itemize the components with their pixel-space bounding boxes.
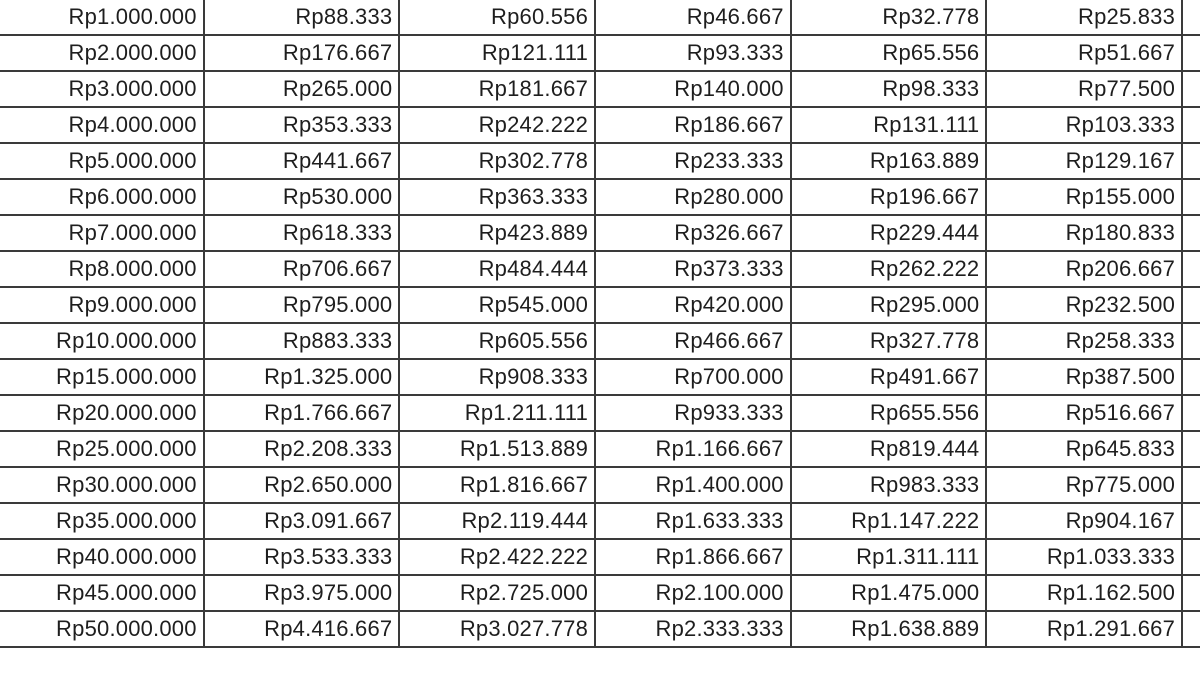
installment-cell[interactable]: Rp155.000: [986, 179, 1182, 215]
installment-cell[interactable]: Rp530.000: [204, 179, 400, 215]
loan-amount-cell[interactable]: Rp4.000.000: [0, 107, 204, 143]
partial-cell[interactable]: [1182, 287, 1200, 323]
installment-cell[interactable]: Rp373.333: [595, 251, 791, 287]
installment-cell[interactable]: Rp196.667: [791, 179, 987, 215]
installment-cell[interactable]: Rp25.833: [986, 0, 1182, 35]
loan-amount-cell[interactable]: Rp10.000.000: [0, 323, 204, 359]
installment-cell[interactable]: Rp618.333: [204, 215, 400, 251]
installment-cell[interactable]: Rp1.291.667: [986, 611, 1182, 647]
table-row: [0, 539, 1200, 575]
installment-cell[interactable]: Rp1.513.889: [399, 431, 595, 467]
partial-cell[interactable]: [1182, 467, 1200, 503]
table-row: [0, 0, 1200, 35]
installment-cell[interactable]: Rp232.500: [986, 287, 1182, 323]
installment-cell[interactable]: Rp363.333: [399, 179, 595, 215]
installment-cell[interactable]: Rp819.444: [791, 431, 987, 467]
installment-cell[interactable]: Rp516.667: [986, 395, 1182, 431]
partial-cell[interactable]: [1182, 359, 1200, 395]
partial-cell[interactable]: [1182, 503, 1200, 539]
installment-cell[interactable]: Rp140.000: [595, 71, 791, 107]
installment-cell[interactable]: Rp1.638.889: [791, 611, 987, 647]
installment-cell[interactable]: Rp46.667: [595, 0, 791, 35]
loan-amount-cell[interactable]: Rp15.000.000: [0, 359, 204, 395]
table-row: [0, 179, 1200, 215]
partial-cell[interactable]: [1182, 0, 1200, 35]
loan-amount-cell[interactable]: Rp1.000.000: [0, 0, 204, 35]
installment-cell[interactable]: Rp2.333.333: [595, 611, 791, 647]
installment-cell[interactable]: Rp645.833: [986, 431, 1182, 467]
loan-amount-cell[interactable]: Rp7.000.000: [0, 215, 204, 251]
installment-cell[interactable]: Rp2.650.000: [204, 467, 400, 503]
table-row: [0, 323, 1200, 359]
installment-cell[interactable]: Rp1.311.111: [791, 539, 987, 575]
installment-cell[interactable]: Rp176.667: [204, 35, 400, 71]
installment-cell[interactable]: Rp1.325.000: [204, 359, 400, 395]
installment-cell[interactable]: Rp2.208.333: [204, 431, 400, 467]
loan-amount-cell[interactable]: Rp2.000.000: [0, 35, 204, 71]
installment-cell[interactable]: Rp353.333: [204, 107, 400, 143]
installment-cell[interactable]: Rp2.100.000: [595, 575, 791, 611]
partial-cell[interactable]: [1182, 251, 1200, 287]
installment-cell[interactable]: Rp1.633.333: [595, 503, 791, 539]
partial-cell[interactable]: [1182, 179, 1200, 215]
table-row: [0, 143, 1200, 179]
installment-cell[interactable]: Rp883.333: [204, 323, 400, 359]
partial-cell[interactable]: [1182, 107, 1200, 143]
installment-cell[interactable]: Rp491.667: [791, 359, 987, 395]
installment-cell[interactable]: Rp206.667: [986, 251, 1182, 287]
installment-cell[interactable]: Rp1.816.667: [399, 467, 595, 503]
installment-cell[interactable]: Rp2.422.222: [399, 539, 595, 575]
loan-amount-cell[interactable]: Rp50.000.000: [0, 611, 204, 647]
installment-cell[interactable]: Rp1.166.667: [595, 431, 791, 467]
installment-cell[interactable]: Rp326.667: [595, 215, 791, 251]
partial-cell[interactable]: [1182, 215, 1200, 251]
installment-cell[interactable]: Rp3.091.667: [204, 503, 400, 539]
installment-cell[interactable]: Rp605.556: [399, 323, 595, 359]
installment-cell[interactable]: Rp3.533.333: [204, 539, 400, 575]
partial-cell[interactable]: [1182, 431, 1200, 467]
installment-cell[interactable]: Rp265.000: [204, 71, 400, 107]
loan-amount-cell[interactable]: Rp5.000.000: [0, 143, 204, 179]
installment-cell[interactable]: Rp775.000: [986, 467, 1182, 503]
installment-cell[interactable]: Rp387.500: [986, 359, 1182, 395]
installment-cell[interactable]: Rp1.475.000: [791, 575, 987, 611]
installment-cell[interactable]: Rp93.333: [595, 35, 791, 71]
installment-cell[interactable]: Rp466.667: [595, 323, 791, 359]
installment-cell[interactable]: Rp129.167: [986, 143, 1182, 179]
loan-amount-cell[interactable]: Rp25.000.000: [0, 431, 204, 467]
installment-cell[interactable]: Rp1.211.111: [399, 395, 595, 431]
installment-cell[interactable]: Rp420.000: [595, 287, 791, 323]
installment-cell[interactable]: Rp51.667: [986, 35, 1182, 71]
partial-cell[interactable]: [1182, 35, 1200, 71]
installment-cell[interactable]: Rp908.333: [399, 359, 595, 395]
installment-cell[interactable]: Rp32.778: [791, 0, 987, 35]
loan-amount-cell[interactable]: Rp6.000.000: [0, 179, 204, 215]
installment-cell[interactable]: Rp163.889: [791, 143, 987, 179]
installment-cell[interactable]: Rp655.556: [791, 395, 987, 431]
installment-cell[interactable]: Rp1.147.222: [791, 503, 987, 539]
installment-cell[interactable]: Rp2.119.444: [399, 503, 595, 539]
installment-cell[interactable]: Rp258.333: [986, 323, 1182, 359]
table-row: [0, 35, 1200, 71]
partial-cell[interactable]: [1182, 323, 1200, 359]
installment-cell[interactable]: Rp3.975.000: [204, 575, 400, 611]
installment-cell[interactable]: Rp180.833: [986, 215, 1182, 251]
installment-cell[interactable]: Rp295.000: [791, 287, 987, 323]
loan-amount-cell[interactable]: Rp35.000.000: [0, 503, 204, 539]
installment-cell[interactable]: Rp441.667: [204, 143, 400, 179]
installment-cell[interactable]: Rp60.556: [399, 0, 595, 35]
installment-cell[interactable]: Rp700.000: [595, 359, 791, 395]
partial-cell[interactable]: [1182, 395, 1200, 431]
table-row: [0, 431, 1200, 467]
loan-amount-cell[interactable]: Rp20.000.000: [0, 395, 204, 431]
table-row: [0, 575, 1200, 611]
partial-cell[interactable]: [1182, 143, 1200, 179]
partial-cell[interactable]: [1182, 539, 1200, 575]
installment-cell[interactable]: Rp103.333: [986, 107, 1182, 143]
table-row: [0, 503, 1200, 539]
table-row: [0, 611, 1200, 647]
installment-cell[interactable]: Rp181.667: [399, 71, 595, 107]
installment-cell[interactable]: Rp423.889: [399, 215, 595, 251]
installment-cell[interactable]: Rp933.333: [595, 395, 791, 431]
partial-cell[interactable]: [1182, 71, 1200, 107]
installment-cell[interactable]: Rp327.778: [791, 323, 987, 359]
installment-cell[interactable]: Rp2.725.000: [399, 575, 595, 611]
loan-amount-cell[interactable]: Rp40.000.000: [0, 539, 204, 575]
installment-cell[interactable]: Rp1.400.000: [595, 467, 791, 503]
table-row: [0, 107, 1200, 143]
partial-cell[interactable]: [1182, 575, 1200, 611]
loan-amount-cell[interactable]: Rp45.000.000: [0, 575, 204, 611]
installment-cell[interactable]: Rp77.500: [986, 71, 1182, 107]
installment-cell[interactable]: Rp1.033.333: [986, 539, 1182, 575]
installment-cell[interactable]: Rp1.766.667: [204, 395, 400, 431]
installment-cell[interactable]: Rp186.667: [595, 107, 791, 143]
table-row: [0, 251, 1200, 287]
table-row: [0, 395, 1200, 431]
installment-cell[interactable]: Rp1.866.667: [595, 539, 791, 575]
loan-amount-cell[interactable]: Rp30.000.000: [0, 467, 204, 503]
loan-amount-cell[interactable]: Rp3.000.000: [0, 71, 204, 107]
table-row: [0, 215, 1200, 251]
loan-amount-cell[interactable]: Rp8.000.000: [0, 251, 204, 287]
installment-cell[interactable]: Rp242.222: [399, 107, 595, 143]
installment-cell[interactable]: Rp4.416.667: [204, 611, 400, 647]
installment-cell[interactable]: Rp98.333: [791, 71, 987, 107]
partial-cell[interactable]: [1182, 611, 1200, 647]
installment-cell[interactable]: Rp233.333: [595, 143, 791, 179]
installment-cell[interactable]: Rp262.222: [791, 251, 987, 287]
installment-cell[interactable]: Rp280.000: [595, 179, 791, 215]
installment-cell[interactable]: Rp229.444: [791, 215, 987, 251]
installment-cell[interactable]: Rp904.167: [986, 503, 1182, 539]
table-row: [0, 467, 1200, 503]
installment-cell[interactable]: Rp484.444: [399, 251, 595, 287]
loan-amount-cell[interactable]: Rp9.000.000: [0, 287, 204, 323]
installment-cell[interactable]: Rp88.333: [204, 0, 400, 35]
installment-cell[interactable]: Rp1.162.500: [986, 575, 1182, 611]
table-row: [0, 287, 1200, 323]
installment-cell[interactable]: Rp65.556: [791, 35, 987, 71]
table-row: [0, 71, 1200, 107]
installment-cell[interactable]: Rp983.333: [791, 467, 987, 503]
installment-cell[interactable]: Rp302.778: [399, 143, 595, 179]
installment-cell[interactable]: Rp131.111: [791, 107, 987, 143]
installment-cell[interactable]: Rp706.667: [204, 251, 400, 287]
installment-cell[interactable]: Rp795.000: [204, 287, 400, 323]
installment-cell[interactable]: Rp3.027.778: [399, 611, 595, 647]
installment-cell[interactable]: Rp545.000: [399, 287, 595, 323]
installment-cell[interactable]: Rp121.111: [399, 35, 595, 71]
table-row: [0, 359, 1200, 395]
